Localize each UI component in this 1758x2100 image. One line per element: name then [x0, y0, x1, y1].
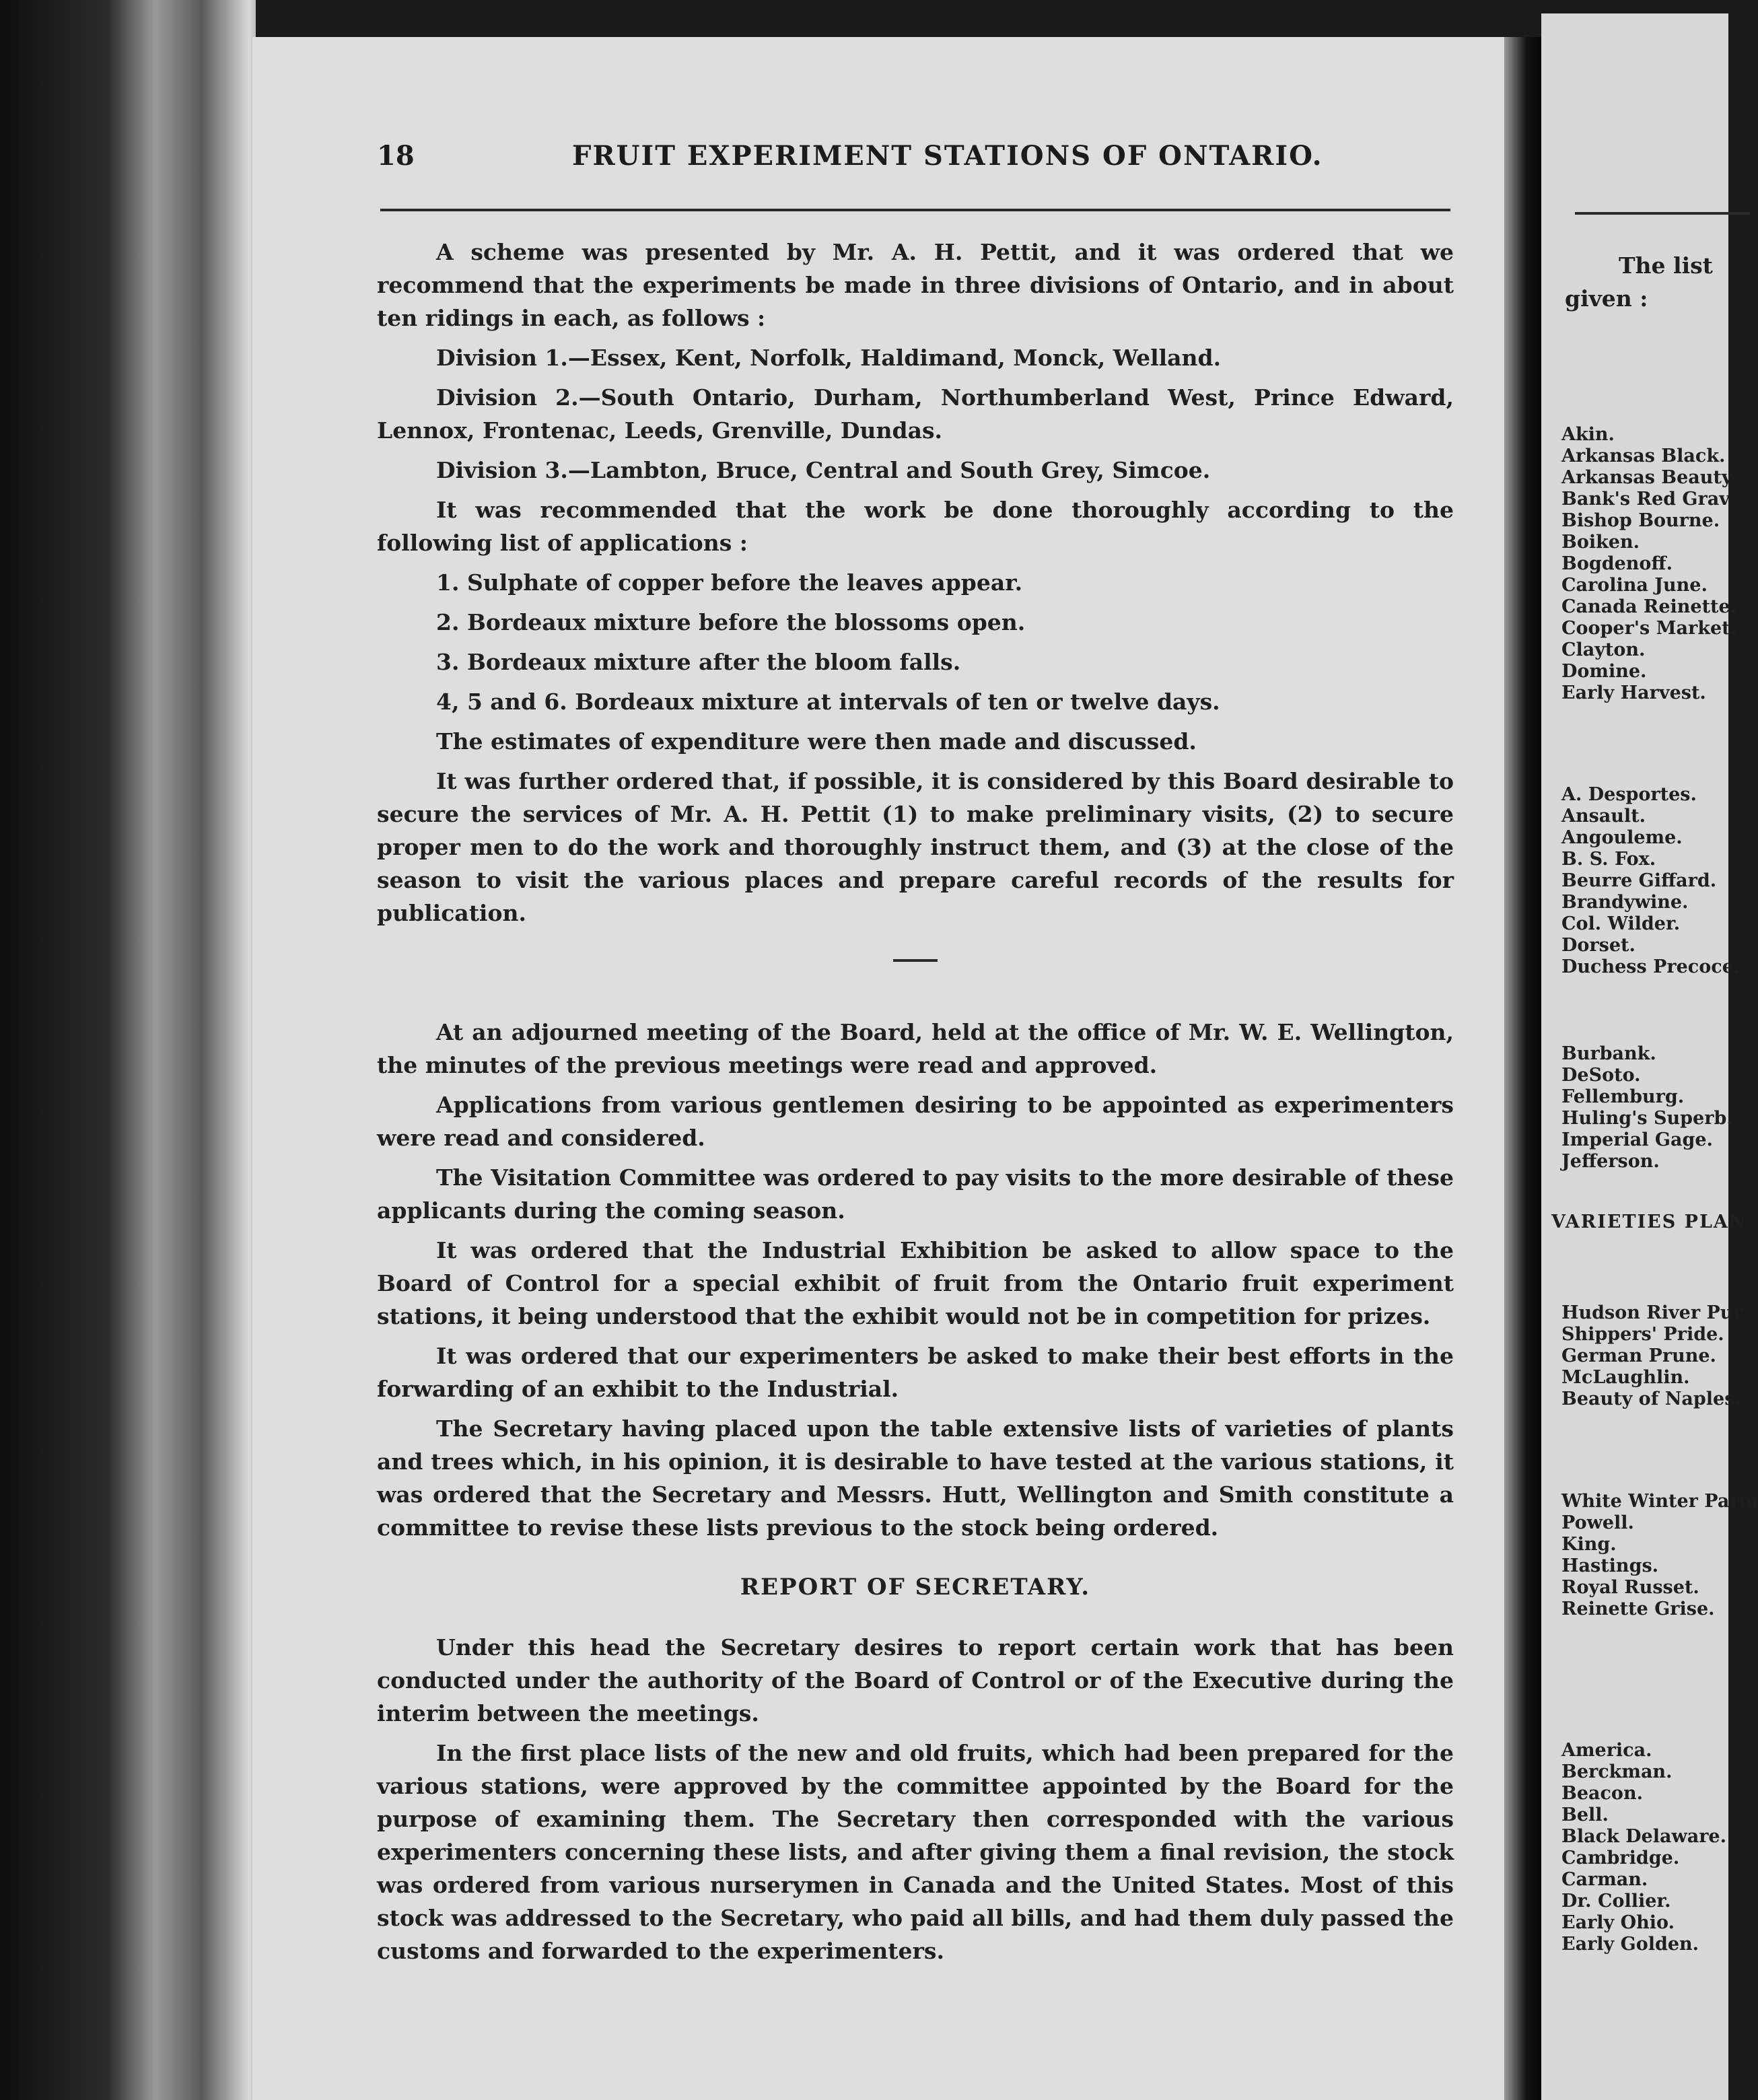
list-item: A. Desportes.	[1561, 784, 1697, 805]
variety-list-3	[1561, 1043, 1733, 1172]
page-number: 18	[377, 140, 415, 172]
list-item: Beurre Giffard.	[1561, 870, 1717, 891]
variety-list-6	[1561, 1740, 1726, 1955]
list-item: Huling's Superb.	[1561, 1108, 1733, 1129]
list-item: Clayton.	[1561, 639, 1646, 660]
right-page	[1541, 13, 1758, 2100]
section-separator	[893, 959, 938, 962]
paragraph: It was further ordered that, if possible, it is considered by this Board desirable to secure the services of Mr. A. H. Pettit (1) to make preliminary visits, (2) to secure proper men to do the work and thoroughly instruct them, and (3) at the close of the season to visit the various places and prepare careful records of the results for publication.	[377, 768, 1454, 926]
list-item: Beauty of Naples.	[1561, 1389, 1741, 1409]
varieties-subheading: VARIETIES PLAN	[1551, 1212, 1747, 1232]
list-item: Powell.	[1561, 1512, 1634, 1533]
list-item: Arkansas Beauty	[1561, 467, 1732, 488]
paragraph: The Secretary having placed upon the table extensive lists of varieties of plants and trees which, in his opinion, it is desirable to have tested at the various stations, it was ordered that the Secretary and Messrs. Hutt, Wellington and Smith constitute a committee to revise these lists previous to the stock being ordered.	[377, 1415, 1454, 1541]
paragraph: The Visitation Committee was ordered to pay visits to the more desirable of these applicants during the coming season.	[377, 1164, 1454, 1224]
list-item: Angouleme.	[1561, 827, 1683, 848]
list-item: McLaughlin.	[1561, 1367, 1690, 1388]
list-item: Dr. Collier.	[1561, 1891, 1671, 1912]
division-2: Division 2.—South Ontario, Durham, Northumberland West, Prince Edward, Lennox, Frontenac, Leeds, Grenville, Dundas.	[377, 384, 1454, 444]
paragraph: Applications from various gentlemen desiring to be appointed as experimenters were read and considered.	[377, 1092, 1454, 1151]
variety-list-4	[1561, 1302, 1743, 1410]
list-item: German Prune.	[1561, 1345, 1716, 1366]
list-item: Ansault.	[1561, 806, 1646, 827]
list-item: Bell.	[1561, 1805, 1609, 1825]
list-item: Duchess Precoce.	[1561, 956, 1741, 977]
list-item: King.	[1561, 1534, 1617, 1555]
list-item: America.	[1561, 1740, 1652, 1761]
right-intro-line-2: given :	[1565, 285, 1648, 312]
list-item: Bogdenoff.	[1561, 553, 1673, 574]
list-item: Cambridge.	[1561, 1848, 1680, 1868]
list-item: Early Ohio.	[1561, 1912, 1675, 1933]
list-item: Hastings.	[1561, 1555, 1659, 1576]
list-item: Bishop Bourne.	[1561, 510, 1720, 531]
paragraph: Under this head the Secretary desires to report certain work that has been conducted under the authority of the Board of Control or of the Executive during the interim between the meetings.	[377, 1634, 1454, 1726]
list-item: Carman.	[1561, 1869, 1648, 1890]
right-intro-line-1: The list	[1619, 252, 1713, 279]
paragraph: It was ordered that our experimenters be asked to make their best efforts in the forwarding of an exhibit to the Industrial.	[377, 1343, 1454, 1402]
book-page-edges	[0, 0, 256, 2100]
right-page-intro	[1565, 249, 1713, 315]
list-item: Reinette Grise.	[1561, 1599, 1715, 1619]
list-item: Royal Russet.	[1561, 1577, 1699, 1598]
paragraph: It was ordered that the Industrial Exhibition be asked to allow space to the Board of Control for a special exhibit of fruit from the Ontario fruit experiment stations, it being understood that the exhibit would not be in competition for prizes.	[377, 1237, 1454, 1329]
list-item: Shippers' Pride.	[1561, 1324, 1724, 1345]
list-item: Domine.	[1561, 661, 1647, 682]
paragraph: In the first place lists of the new and old fruits, which had been prepared for the various stations, were approved by the committee appointed by the Board for the purpose of examining them. The Secretary then corresponded with the various experimenters concerning these lists, and after giving them a final revision, the stock was ordered from various nurserymen in Canada and the United States. Most of this stock was addressed to the Secretary, who paid all bills, and had them duly passed the customs and forwarded to the experimenters.	[377, 1740, 1454, 1964]
list-item: DeSoto.	[1561, 1065, 1641, 1086]
list-item: White Winter Parm	[1561, 1491, 1758, 1512]
application-item-2: 2. Bordeaux mixture before the blossoms open.	[436, 609, 1026, 635]
body-text	[377, 236, 1454, 1974]
list-item: Burbank.	[1561, 1043, 1656, 1064]
list-item: Early Golden.	[1561, 1934, 1699, 1955]
variety-list-1	[1561, 424, 1736, 704]
paragraph: It was recommended that the work be done thoroughly according to the following list of applications :	[377, 497, 1454, 556]
list-item: Hudson River Pur	[1561, 1302, 1743, 1323]
running-head: FRUIT EXPERIMENT STATIONS OF ONTARIO.	[572, 140, 1323, 172]
variety-list-2	[1561, 784, 1740, 978]
list-item: Early Harvest.	[1561, 682, 1706, 703]
paragraph: The estimates of expenditure were then made and discussed.	[436, 728, 1197, 755]
section-title: REPORT OF SECRETARY.	[740, 1574, 1091, 1601]
list-item: Boiken.	[1561, 532, 1640, 553]
list-item: Arkansas Black.	[1561, 446, 1726, 466]
paragraph: A scheme was presented by Mr. A. H. Pettit, and it was ordered that we recommend that the experiments be made in three divisions of Ontario, and in about ten ridings in each, as follows :	[377, 239, 1454, 331]
list-item: Dorset.	[1561, 935, 1636, 956]
application-item-3: 3. Bordeaux mixture after the bloom falls.	[436, 649, 961, 675]
book-spine	[1504, 37, 1541, 2100]
application-item-4: 4, 5 and 6. Bordeaux mixture at intervals of ten or twelve days.	[436, 689, 1220, 715]
list-item: B. S. Fox.	[1561, 849, 1656, 870]
list-item: Berckman.	[1561, 1761, 1673, 1782]
right-page-rule	[1575, 212, 1750, 215]
list-item: Black Delaware.	[1561, 1826, 1727, 1847]
header-rule	[380, 209, 1450, 211]
division-1: Division 1.—Essex, Kent, Norfolk, Haldimand, Monck, Welland.	[436, 345, 1222, 371]
list-item: Canada Reinette.	[1561, 596, 1737, 617]
variety-list-5	[1561, 1491, 1758, 1620]
list-item: Jefferson.	[1561, 1151, 1660, 1172]
list-item: Imperial Gage.	[1561, 1129, 1713, 1150]
application-item-1: 1. Sulphate of copper before the leaves appear.	[436, 569, 1023, 596]
list-item: Cooper's Market.	[1561, 618, 1737, 639]
list-item: Akin.	[1561, 424, 1615, 445]
list-item: Brandywine.	[1561, 892, 1689, 913]
page-header	[377, 140, 1454, 187]
list-item: Fellemburg.	[1561, 1086, 1685, 1107]
list-item: Carolina June.	[1561, 575, 1708, 596]
paragraph: At an adjourned meeting of the Board, held at the office of Mr. W. E. Wellington, the minutes of the previous meetings were read and approved.	[377, 1019, 1454, 1078]
division-3: Division 3.—Lambton, Bruce, Central and South Grey, Simcoe.	[436, 457, 1211, 483]
list-item: Col. Wilder.	[1561, 913, 1681, 934]
list-item: Bank's Red Grav	[1561, 489, 1730, 510]
list-item: Beacon.	[1561, 1783, 1643, 1804]
